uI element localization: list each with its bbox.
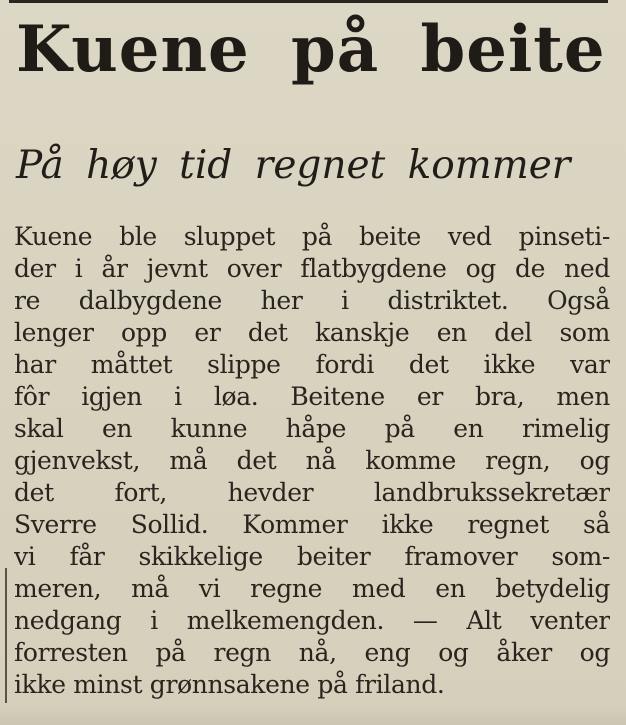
- left-column-rule: [5, 568, 7, 703]
- article-line-8: gjenvekst, må det nå komme regn, og: [14, 446, 610, 475]
- article-line-6: fôr igjen i løa. Beitene er bra, men: [14, 382, 610, 411]
- article-line-10: Sverre Sollid. Kommer ikke regnet så: [14, 510, 610, 539]
- article-line-12: meren, må vi regne med en betydelig: [14, 574, 610, 603]
- article-line-2: der i år jevnt over flatbygdene og de ned: [14, 254, 610, 283]
- paper-shadow: [0, 705, 626, 725]
- article-line-5: har måttet slippe fordi det ikke var: [14, 350, 610, 379]
- article-body: [14, 221, 610, 701]
- subheadline: På høy tid regnet kommer: [16, 143, 571, 188]
- top-rule: [9, 0, 608, 3]
- headline: Kuene på beite: [16, 12, 606, 87]
- article-line-1: Kuene ble sluppet på beite ved pinseti-: [14, 222, 610, 251]
- article-line-15: ikke minst grønnsakene på friland.: [14, 670, 445, 699]
- article-line-9: det fort, hevder landbrukssekretær: [14, 478, 610, 507]
- article-line-13: nedgang i melkemengden. — Alt venter: [14, 606, 610, 635]
- article-line-4: lenger opp er det kanskje en del som: [14, 318, 610, 347]
- article-line-3: re dalbygdene her i distriktet. Også: [14, 286, 610, 315]
- article-line-11: vi får skikkelige beiter framover som-: [14, 542, 610, 571]
- article-line-14: forresten på regn nå, eng og åker og: [14, 638, 610, 667]
- article-line-7: skal en kunne håpe på en rimelig: [14, 414, 610, 443]
